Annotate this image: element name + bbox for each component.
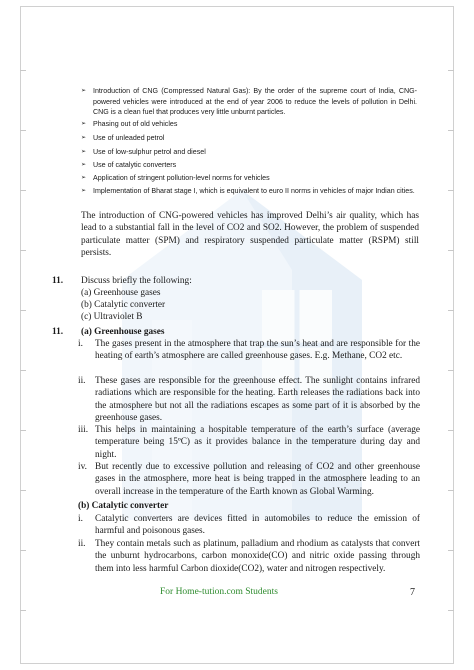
bullet-item: ➢ Use of low-sulphur petrol and diesel xyxy=(81,148,206,156)
answer-point: ii. These gases are responsible for the greenhouse effect. The sunlight contains infrared radiations which are responsible for the heating. Earth releases the radiations back into the atmosphere but not all the radiations escapes as some part of it is absorbed by the greenhouse gases. xyxy=(78,376,420,424)
answer-number: 11. xyxy=(52,327,64,337)
answer-heading-b: (b) Catalytic converter xyxy=(78,501,169,511)
arrow-bullet-icon: ➢ xyxy=(81,162,87,168)
arrow-bullet-icon: ➢ xyxy=(81,149,87,155)
answer-point: iii. This helps in maintaining a hospitable temperature of the earth’s surface (average temperature being 15ºC) as it provides balance in the temperature during day and night. xyxy=(78,425,420,460)
answer-point: i. Catalytic converters are devices fitted in automobiles to reduce the emission of harmful and poisonous gases. xyxy=(78,514,420,537)
arrow-bullet-icon: ➢ xyxy=(81,135,87,141)
answer-heading-a: (a) Greenhouse gases xyxy=(81,327,165,337)
arrow-bullet-icon: ➢ xyxy=(81,121,87,127)
bullet-item: ➢ Introduction of CNG (Compressed Natural Gas): By the order of the supreme court of India, CNG-powered vehicles were introduced at the end of year 2006 to reduce the levels of pollution in Delhi. CNG is a clean fuel that produces very little unburnt particles. xyxy=(81,87,417,116)
question-option: (c) Ultraviolet B xyxy=(81,312,143,322)
question-option: (b) Catalytic converter xyxy=(81,300,166,310)
bullet-item: ➢ Application of stringent pollution-level norms for vehicles xyxy=(81,174,270,182)
arrow-bullet-icon: ➢ xyxy=(81,188,87,194)
bullet-item: ➢ Phasing out of old vehicles xyxy=(81,120,178,128)
answer-point: ii. They contain metals such as platinum, palladium and rhodium as catalysts that convert the unburnt hydrocarbons, carbon monoxide(CO) and nitric oxide passing through them into less harmful Carbon dioxide(CO2), water and nitrogen respectively. xyxy=(78,539,420,574)
arrow-bullet-icon: ➢ xyxy=(81,175,87,181)
question-number: 11. xyxy=(52,276,64,286)
question-text: Discuss briefly the following: xyxy=(81,276,192,286)
bullet-item: ➢ Use of catalytic converters xyxy=(81,161,177,169)
arrow-bullet-icon: ➢ xyxy=(81,88,87,94)
bullet-item: ➢ Use of unleaded petrol xyxy=(81,134,165,142)
page-number: 7 xyxy=(410,587,415,598)
answer-point: iv. But recently due to excessive pollution and releasing of CO2 and other greenhouse gases in the atmosphere, more heat is being trapped in the atmosphere leading to an overall increase in the temperature of the Earth known as Global Warming. xyxy=(78,462,420,497)
footer-text: For Home-tution.com Students xyxy=(160,587,278,597)
summary-paragraph: The introduction of CNG-powered vehicles has improved Delhi’s air quality, which has lead to a substantial fall in the level of CO2 and SO2. However, the problem of suspended particulate matter (SPM) and respiratory suspended particulate matter (RSPM) still persists. xyxy=(81,211,419,259)
question-option: (a) Greenhouse gases xyxy=(81,288,161,298)
answer-point: i. The gases present in the atmosphere that trap the sun’s heat and are responsible for the heating of earth’s atmosphere are called greenhouse gases. E.g. Methane, CO2 etc. xyxy=(78,339,420,362)
bullet-item: ➢ Implementation of Bharat stage I, which is equivalent to euro II norms in vehicles of major Indian cities. xyxy=(81,187,415,195)
